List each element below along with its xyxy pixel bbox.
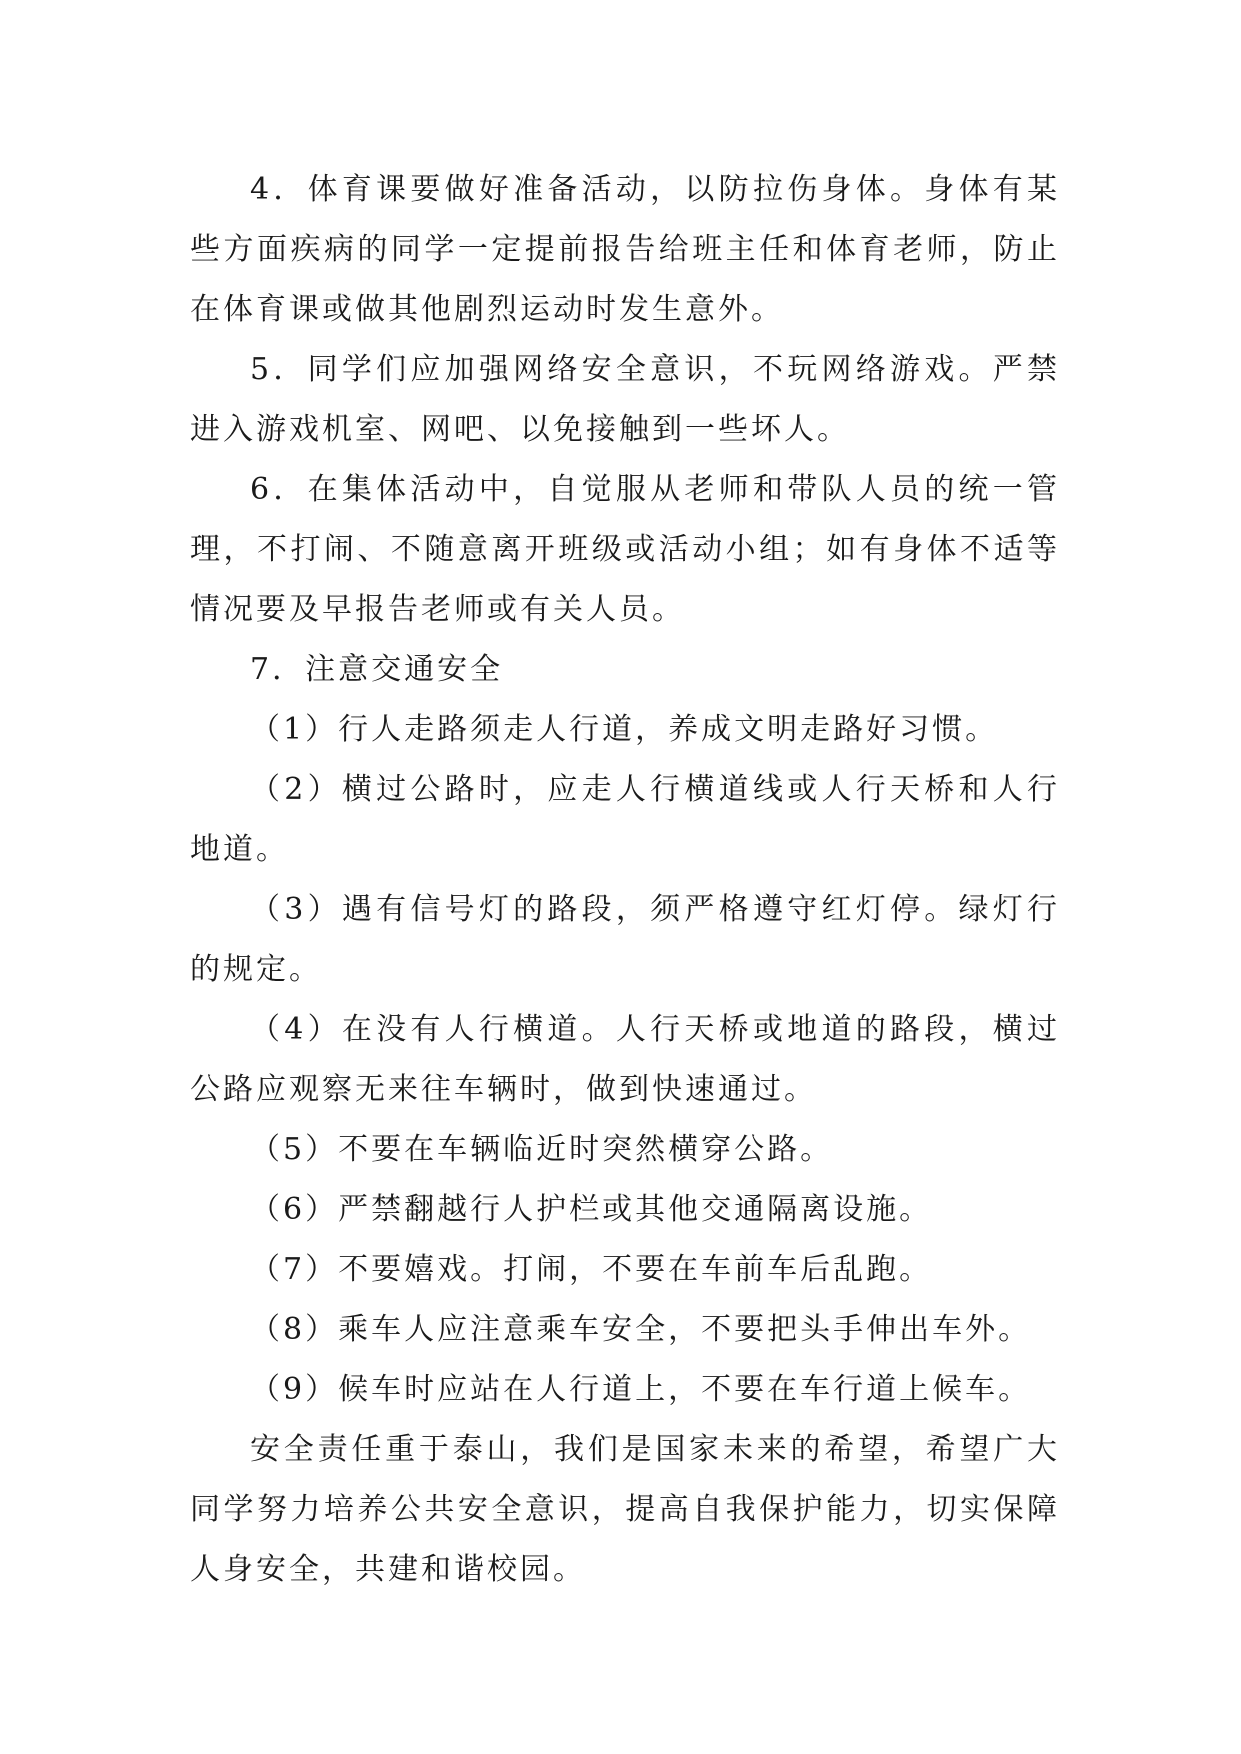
traffic-rule-2: （2）横过公路时，应走人行横道线或人行天桥和人行地道。 — [190, 772, 1060, 867]
traffic-rule-6: （6）严禁翻越行人护栏或其他交通隔离设施。 — [250, 1192, 933, 1227]
traffic-rule-9: （9）候车时应站在人行道上，不要在车行道上候车。 — [250, 1372, 1032, 1407]
closing-paragraph: 安全责任重于泰山，我们是国家未来的希望，希望广大同学努力培养公共安全意识，提高自我保护能力，切实保障人身安全，共建和谐校园。 — [190, 1432, 1060, 1587]
traffic-rule-7: （7）不要嬉戏。打闹，不要在车前车后乱跑。 — [250, 1252, 933, 1287]
paragraph-item-4: 4．体育课要做好准备活动，以防拉伤身体。身体有某些方面疾病的同学一定提前报告给班主任和体育老师，防止在体育课或做其他剧烈运动时发生意外。 — [190, 172, 1060, 327]
paragraph-item-5: 5．同学们应加强网络安全意识，不玩网络游戏。严禁进入游戏机室、网吧、以免接触到一些坏人。 — [190, 352, 1060, 447]
document-body — [190, 160, 1060, 1600]
paragraph-item-7-heading: 7．注意交通安全 — [250, 652, 504, 687]
traffic-rule-1: （1）行人走路须走人行道，养成文明走路好习惯。 — [250, 712, 999, 747]
paragraph-item-6: 6．在集体活动中，自觉服从老师和带队人员的统一管理，不打闹、不随意离开班级或活动小组；如有身体不适等情况要及早报告老师或有关人员。 — [190, 472, 1060, 627]
traffic-rule-3: （3）遇有信号灯的路段，须严格遵守红灯停。绿灯行的规定。 — [190, 892, 1060, 987]
traffic-rule-8: （8）乘车人应注意乘车安全，不要把头手伸出车外。 — [250, 1312, 1032, 1347]
traffic-rule-5: （5）不要在车辆临近时突然横穿公路。 — [250, 1132, 834, 1167]
traffic-rule-4: （4）在没有人行横道。人行天桥或地道的路段，横过公路应观察无来往车辆时，做到快速通过。 — [190, 1012, 1060, 1107]
